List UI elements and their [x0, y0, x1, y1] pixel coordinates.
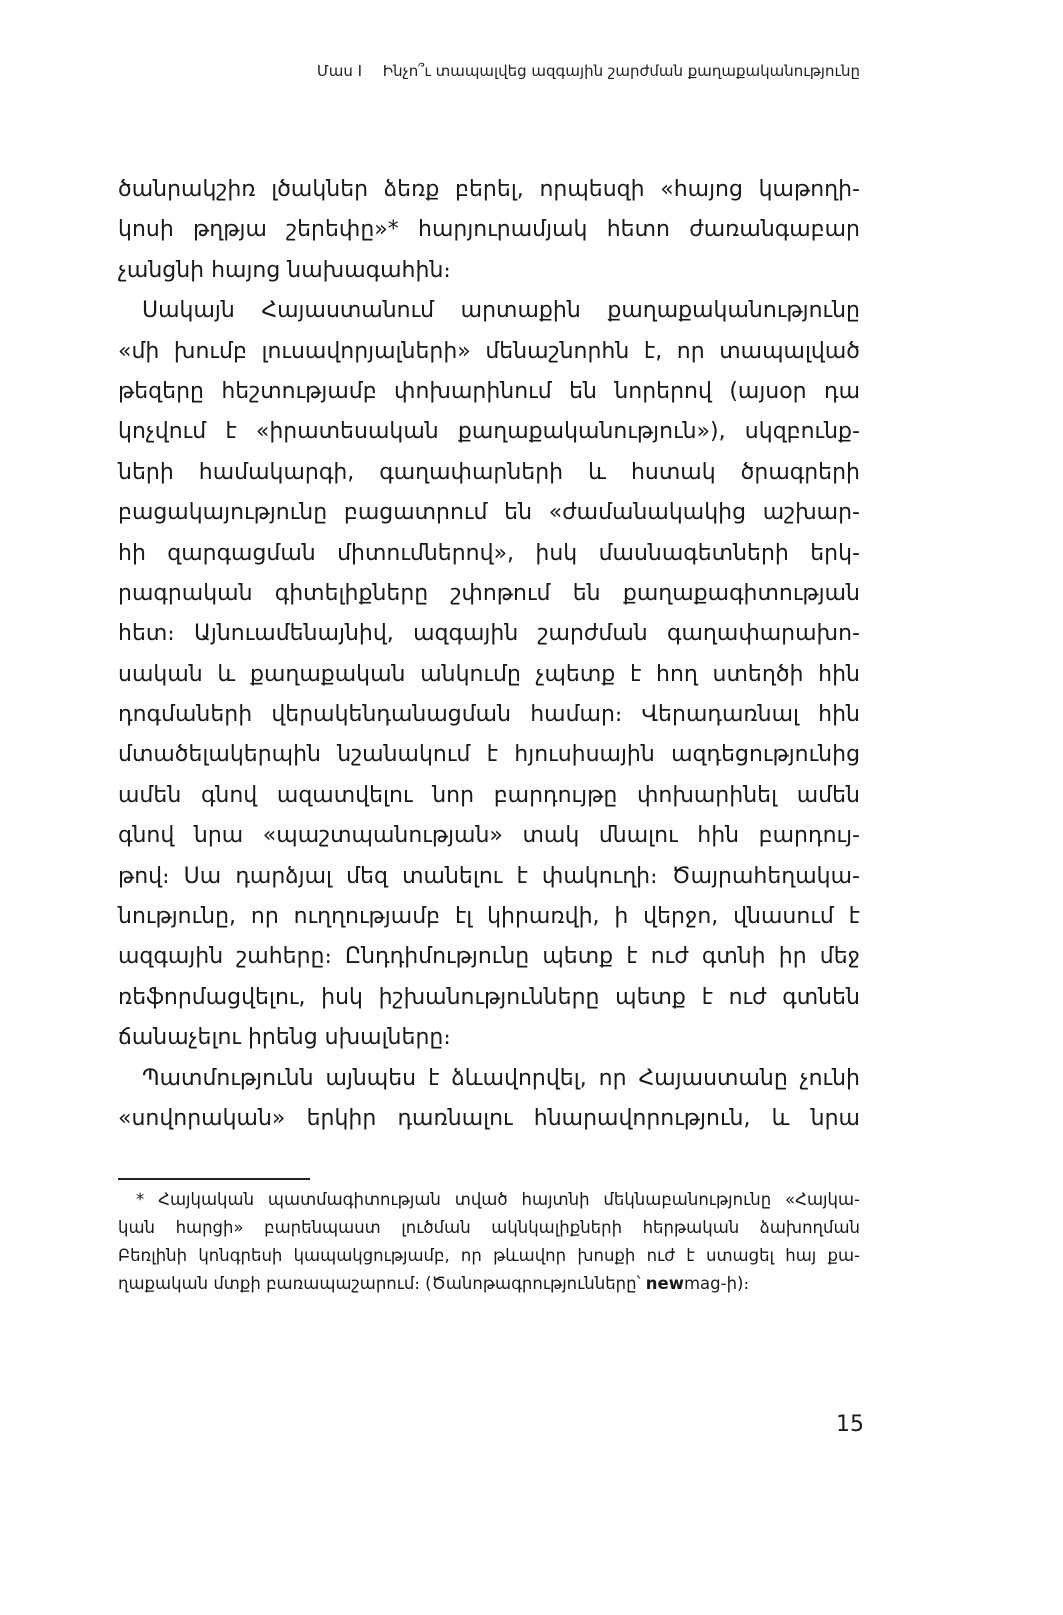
footnote-line: * Հայկական պատմագիտության տված հայտնի մեկնաբանությունը «Հայկա-	[136, 1190, 860, 1209]
text-line: դոգմաների վերակենդանացման համար։ Վերադառնալ հին	[118, 702, 860, 728]
text-line: «սովորական» երկիր դառնալու հնարավորություն, և նրա	[118, 1105, 860, 1131]
text-line: «մի խումբ լուսավորյալների» մենաշնորհն է, որ տապալված	[118, 338, 860, 364]
text-line: կոչվում է «իրատեսական քաղաքականություն»), սկզբունք-	[118, 419, 860, 445]
footnote	[118, 1186, 860, 1298]
body-text	[118, 170, 860, 1139]
text-line: չանցնի հայոց նախագահին։	[118, 257, 451, 283]
text-line: ամեն գնով ազատվելու նոր բարդույթը փոխարինել ամեն	[118, 782, 860, 808]
text-line: նությունը, որ ուղղությամբ էլ կիրառվի, ի վերջո, վնասում է	[118, 904, 860, 930]
text-line: հետ։ Այնուամենայնիվ, ազգային շարժման գաղափարախո-	[118, 621, 860, 647]
text-line: գնով նրա «պաշտպանության» տակ մնալու հին բարդույ-	[118, 823, 860, 849]
text-line: սական և քաղաքական անկումը չպետք է հող ստեղծի հին	[118, 661, 860, 687]
text-line: հի զարգացման միտումներով», իսկ մասնագետների երկ-	[118, 540, 860, 566]
page-number: 15	[836, 1412, 864, 1437]
footnote-line	[118, 1270, 860, 1298]
header-part: Մաս I	[316, 62, 363, 80]
text-line: ազգային շահերը։ Ընդդիմությունը պետք է ուժ գտնի իր մեջ	[118, 944, 860, 970]
text-line: ռեֆորմացվելու, իսկ իշխանությունները պետք է ուժ գտնեն	[118, 984, 860, 1010]
text-line: րագրական գիտելիքները շփոթում են քաղաքագիտության	[118, 580, 860, 606]
text-line: ծանրակշիռ լծակներ ձեռք բերել, որպեսզի «հայոց կաթողի-	[118, 177, 860, 202]
text-line: թով։ Սա դարձյալ մեզ տանելու է փակուղի։ Ծայրահեղակա-	[118, 863, 860, 889]
text-line: Սակայն Հայաստանում արտաքին քաղաքականությունը	[142, 298, 860, 324]
text-line: մտածելակերպին նշանակում է հյուսիսային ազդեցությունից	[118, 742, 860, 768]
footnote-line: կան հարցի» բարենպաստ լուծման ակնկալիքների հերթական ձախողման	[118, 1218, 860, 1237]
footnote-divider	[118, 1178, 310, 1180]
text-line: բացակայությունը բացատրում են «ժամանակակից աշխար-	[118, 500, 860, 526]
footnote-text: mag-ի)։	[683, 1274, 750, 1293]
text-line: Պատմությունն այնպես է ձևավորվել, որ Հայաստանը չունի	[142, 1065, 860, 1091]
header-chapter: Ինչո՞ւ տապալվեց ազգային շարժման քաղաքականությունը	[382, 62, 860, 80]
footnote-text: ղաքական մտքի բառապաշարում։ (Ծանոթագրությունները՝	[118, 1274, 646, 1293]
text-line: կոսի թղթյա շերեփը»* հարյուրամյակ հետո ժառանգաբար	[118, 217, 860, 243]
text-line: ների համակարգի, գաղափարների և հստակ ծրագրերի	[118, 459, 860, 485]
text-line: թեզերը հեշտությամբ փոխարինում են նորերով (այսօր դա	[118, 378, 860, 404]
text-line: ճանաչելու իրենց սխալները։	[118, 1025, 451, 1051]
footnote-line: Բեռլինի կոնգրեսի կապակցությամբ, որ թևավոր խոսքի ուժ է ստացել հայ քա-	[118, 1246, 860, 1265]
running-header	[317, 62, 860, 80]
footnote-brand-bold: new	[645, 1274, 684, 1293]
